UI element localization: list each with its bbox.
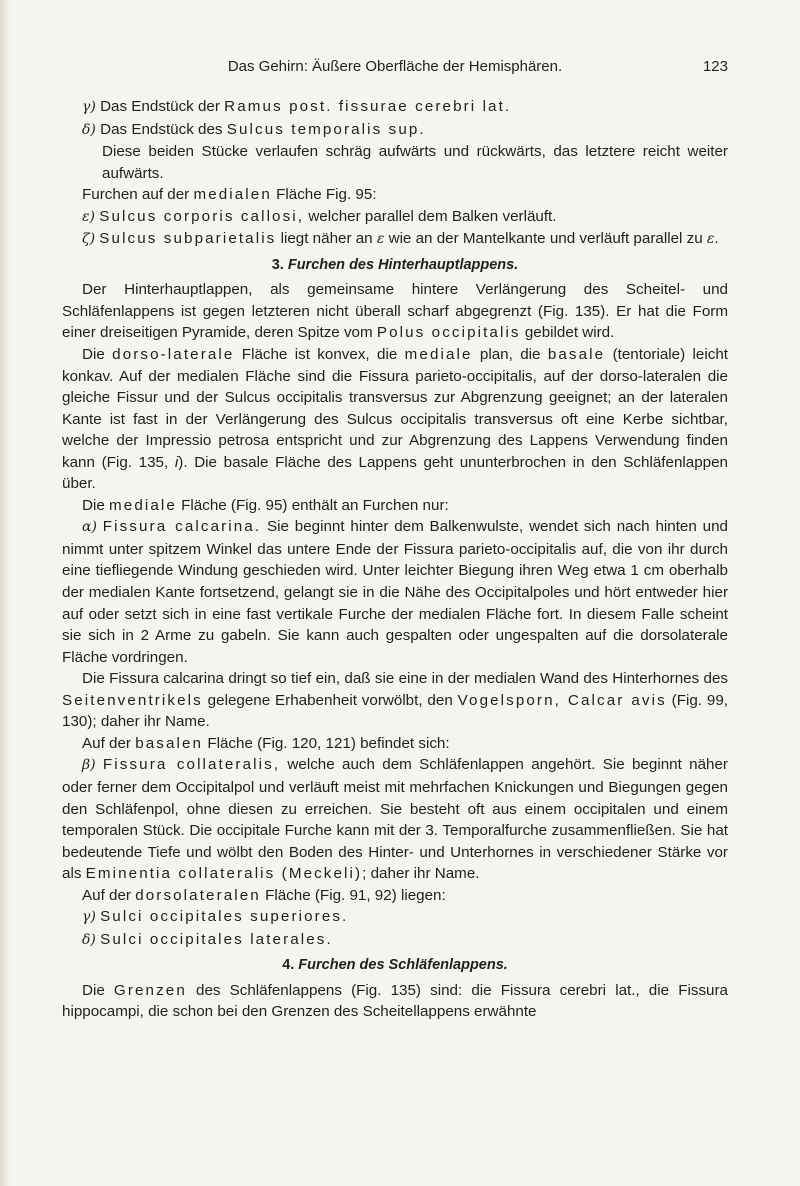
paragraph-dorsolaterale-flaeche	[62, 885, 728, 907]
text: gebildet wird.	[520, 324, 615, 342]
text: Fläche Fig. 95:	[271, 186, 377, 204]
latin-term: basale	[547, 346, 606, 364]
list-marker: α)	[82, 519, 97, 536]
section-heading-4	[62, 955, 728, 977]
list-marker: γ)	[82, 909, 96, 926]
paragraph-hinterhauptlappen	[62, 279, 728, 344]
latin-term: Sulci occipitales superiores.	[100, 908, 349, 926]
text: Das Endstück des	[95, 120, 227, 138]
latin-term: dorso-laterale	[112, 346, 235, 364]
latin-term: Vogelsporn, Calcar avis	[457, 691, 667, 709]
latin-term: Sulcus subparietalis	[99, 230, 277, 248]
text: liegt näher an	[276, 230, 377, 248]
paragraph-mediale-flaeche	[62, 495, 728, 517]
latin-term: dorsolateralen	[135, 886, 261, 904]
text: Fläche ist konvex, die	[234, 346, 405, 364]
text: (tentoriale) leicht konkav. Auf der medialen Fläche sind die Fissura parieto-occipitalis, auf der dorso-lateralen die gleiche Fissur und der Sulcus occipitalis transversus zur Abgrenzung geeignet; an der lateralen Kante ist fast in der Verlängerung des Sulcus occipitalis transversus oft eine Kerbe sichtbar, welche der Impressio petrosa entspricht und zur Abgrenzung des Lappens Verwendung finden kann (Fig. 135,	[62, 346, 728, 471]
list-marker: γ)	[82, 99, 96, 115]
latin-term: Polus occipitalis	[376, 324, 521, 342]
paragraph-basale-flaeche	[62, 733, 728, 755]
latin-term: Fissura calcarina.	[102, 518, 262, 536]
text: .	[714, 230, 719, 248]
text: Auf der	[82, 734, 136, 752]
body-text	[62, 96, 728, 1023]
latin-term: Grenzen	[113, 981, 187, 999]
latin-term: Fissura collateralis,	[102, 756, 281, 774]
paragraph-diese-beiden	[62, 141, 728, 184]
paragraph-delta-sulcus-temporalis	[62, 119, 728, 142]
page-edge-shadow	[0, 0, 10, 1186]
latin-term: Sulcus corporis callosi,	[99, 207, 305, 225]
list-marker: β)	[82, 757, 96, 774]
paragraph-calcar-avis	[62, 668, 728, 733]
paragraph-gamma-ramus	[62, 96, 728, 119]
latin-term: Sulci occipitales laterales.	[100, 930, 333, 948]
text: des Schläfenlappens (Fig. 135) sind: die Fissura cerebri lat., die Fissura hippocampi, die schon bei den Grenzen des Scheitellappens erwähnte	[62, 981, 728, 1021]
latin-term: Eminentia collateralis (Meckeli)	[85, 865, 363, 883]
paragraph-alpha-calcarina	[62, 516, 728, 668]
latin-term: basalen	[135, 734, 204, 752]
section-number: 4.	[282, 957, 295, 974]
text	[96, 756, 103, 773]
text: Die	[82, 496, 110, 514]
text: Fläche (Fig. 120, 121) befindet sich:	[203, 734, 450, 752]
text: gelegene Erhabenheit vorwölbt, den	[202, 691, 458, 709]
text: Diese beiden Stücke verlaufen schräg aufwärts und rückwärts, das letztere reicht weiter aufwärts.	[102, 143, 728, 182]
figure-ref-italic: i	[174, 453, 179, 471]
list-marker: ε)	[82, 208, 95, 225]
greek-symbol: ε	[706, 231, 715, 248]
text: Das Endstück der	[95, 98, 225, 115]
latin-term: Seitenventrikels	[62, 691, 203, 709]
text: Die	[82, 981, 114, 999]
latin-term: Sulcus temporalis sup.	[226, 120, 426, 138]
page-number: 123	[702, 58, 728, 75]
section-title: Furchen des Hinterhauptlappens.	[283, 256, 519, 273]
list-marker: δ)	[82, 121, 96, 138]
section-title: Furchen des Schläfenlappens.	[294, 957, 508, 974]
section-number: 3.	[271, 256, 284, 273]
text: plan, die	[472, 346, 548, 364]
running-header	[62, 58, 728, 82]
text: Fläche (Fig. 91, 92) liegen:	[260, 886, 446, 904]
text: Die	[82, 346, 113, 364]
paragraph-gamma-sulci-superiores	[62, 906, 728, 929]
latin-term: mediale	[109, 496, 177, 514]
text: Sie beginnt hinter dem Balkenwulste, wendet sich nach hinten und nimmt unter spitzem Winkel das untere Ende der Fissura parieto-occipitalis auf, die von ihr durch eine tiefliegende Windung geschieden wird. Unter leichter Biegung ihren Weg etwa 1 cm oberhalb der medialen Kante fortsetzend, gelangt sie in die Nähe des Occipitalpoles und hört entweder hier auf oder setzt sich in eine fast vertikale Furche der medialen Fläche fort. In diesem Falle scheint sie sich in 2 Arme zu gabeln. Sie kann auch gespalten oder ungespalten auf die dorsolaterale Fläche vordringen.	[62, 518, 728, 666]
list-marker: δ)	[82, 931, 96, 948]
paragraph-zeta-subparietalis	[62, 228, 728, 251]
text: Fläche (Fig. 95) enthält an Furchen nur:	[176, 496, 449, 514]
book-page	[62, 58, 728, 1023]
list-marker: ζ)	[82, 231, 96, 248]
text: Auf der	[82, 886, 136, 904]
text: welche auch dem Schläfenlappen angehört. Sie beginnt näher oder ferner dem Occipitalpol und verläuft meist mit mehrfachen Knickungen und Biegungen gegen den Schläfenpol, ohne diesen zu erreichen. Sie besteht oft aus einem occipitalen und einem temporalen Stück. Die occipitale Furche kann mit der 3. Temporalfurche zusammenfließen. Sie hat bedeutende Tiefe und wölbt den Boden des Hinter- und Unterhornes in verschiedener Stärke vor als	[62, 756, 728, 883]
text: Der Hinterhauptlappen, als gemeinsame hintere Verlängerung des Scheitel- und Schläfenlappens ist gegen letzteren nicht überall scharf abgegrenzt (Fig. 135). Er hat die Form einer dreiseitigen Pyramide, deren Spitze vom	[62, 281, 728, 342]
text: (Fig. 99, 130); daher ihr Name.	[62, 691, 728, 731]
latin-term: medialen	[193, 186, 272, 204]
text: welcher parallel dem Balken verläuft.	[304, 207, 557, 225]
text: ; daher ihr Name.	[362, 865, 480, 883]
latin-term: Ramus post. fissurae cerebri lat.	[224, 98, 512, 115]
paragraph-dorso-laterale	[62, 344, 728, 495]
section-heading-3	[62, 255, 728, 277]
latin-term: mediale	[404, 346, 473, 364]
paragraph-grenzen-schlaefenlappen	[62, 980, 728, 1023]
text: ). Die basale Fläche des Lappens geht ununterbrochen in den Schläfenlappen über.	[62, 453, 728, 493]
text: Die Fissura calcarina dringt so tief ein, daß sie eine in der medialen Wand des Hinterhornes des	[82, 670, 728, 688]
paragraph-delta-sulci-laterales	[62, 929, 728, 952]
running-title: Das Gehirn: Äußere Oberfläche der Hemisphären.	[227, 58, 563, 75]
paragraph-mediale-furchen	[62, 184, 728, 206]
paragraph-beta-collateralis	[62, 754, 728, 884]
greek-symbol: ε	[376, 231, 385, 248]
text: wie an der Mantelkante und verläuft parallel zu	[384, 230, 707, 248]
text: Furchen auf der	[82, 186, 194, 204]
paragraph-epsilon-corporis-callosi	[62, 206, 728, 229]
